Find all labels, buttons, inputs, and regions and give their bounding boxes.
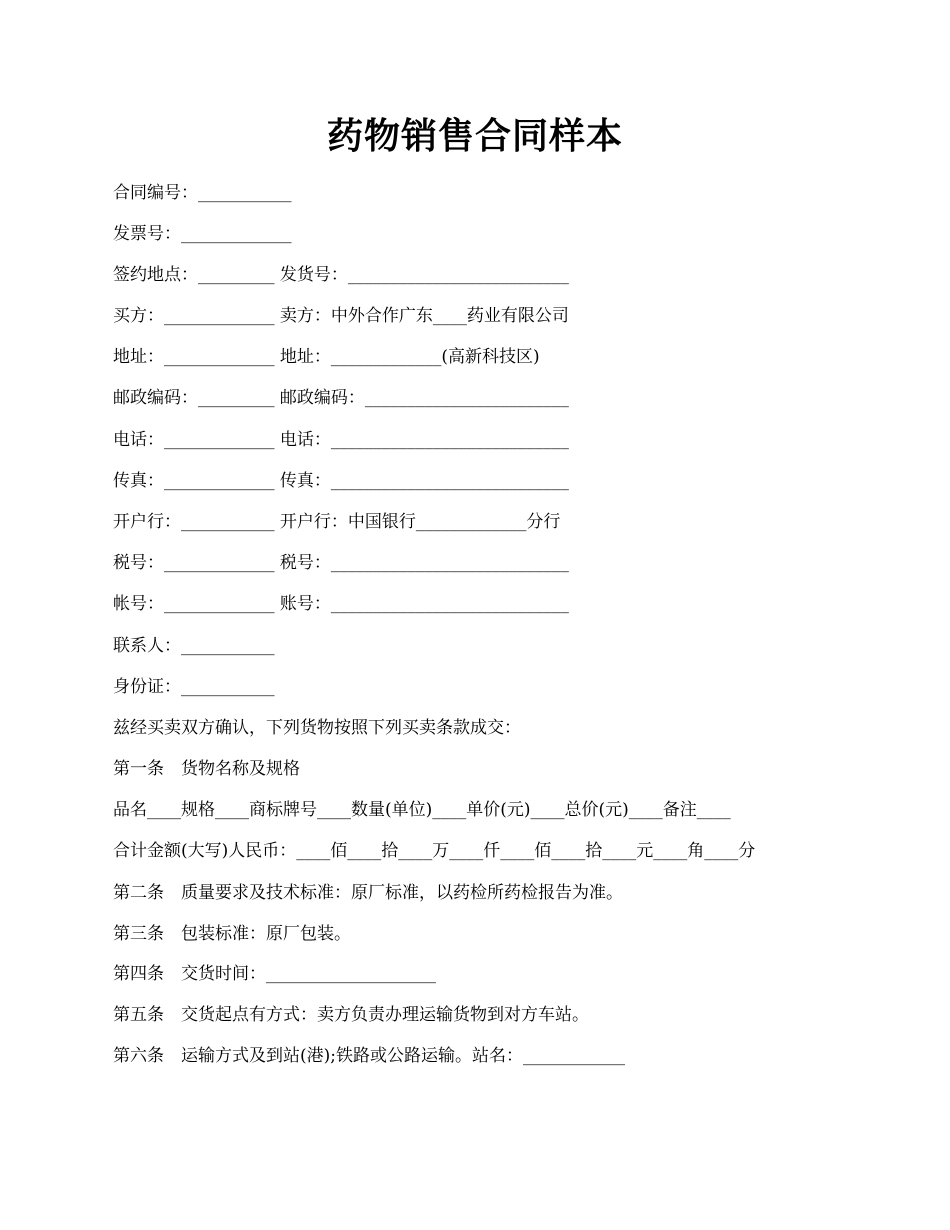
confirmation-text: 兹经买卖双方确认，下列货物按照下列买卖条款成交：	[113, 718, 521, 738]
article-5: 第五条 交货起点有方式：卖方负责办理运输货物到对方车站。	[113, 1005, 589, 1025]
article-2: 第二条 质量要求及技术标准：原厂标准，以药检所药检报告为准。	[113, 883, 623, 903]
article-3: 第三条 包装标准：原厂包装。	[113, 924, 351, 944]
buyer-seller-line: 买方：_____________ 卖方：中外合作广东____药业有限公司	[113, 306, 569, 326]
postal-code-line: 邮政编码：_________ 邮政编码：________________________	[113, 388, 569, 408]
account-line: 帐号：_____________ 账号：____________________________	[113, 594, 569, 614]
goods-spec-line: 品名____规格____商标牌号____数量(单位)____单价(元)____总价(元)____备注____	[113, 800, 731, 820]
bank-line: 开户行：___________ 开户行：中国银行_____________分行	[113, 512, 561, 532]
signing-place-line: 签约地点：_________ 发货号：__________________________	[113, 265, 569, 285]
invoice-number-line: 发票号：_____________	[113, 224, 292, 244]
phone-line: 电话：_____________ 电话：____________________________	[113, 430, 569, 450]
id-card-line: 身份证：___________	[113, 677, 275, 697]
tax-number-line: 税号：_____________ 税号：____________________________	[113, 553, 569, 573]
fax-line: 传真：_____________ 传真：____________________________	[113, 471, 569, 491]
article-1-heading: 第一条 货物名称及规格	[113, 759, 300, 779]
article-4: 第四条 交货时间：____________________	[113, 964, 436, 984]
contact-person-line: 联系人：___________	[113, 636, 275, 656]
article-6: 第六条 运输方式及到站(港);铁路或公路运输。站名：____________	[113, 1046, 625, 1066]
document-title: 药物销售合同样本	[326, 115, 623, 157]
total-amount-line: 合计金额(大写)人民币：____佰____拾____万____仟____佰____拾____元____角____分	[113, 841, 756, 861]
address-line: 地址：_____________ 地址：_____________(高新科技区)	[113, 347, 540, 367]
contract-number-line: 合同编号：___________	[113, 183, 292, 203]
